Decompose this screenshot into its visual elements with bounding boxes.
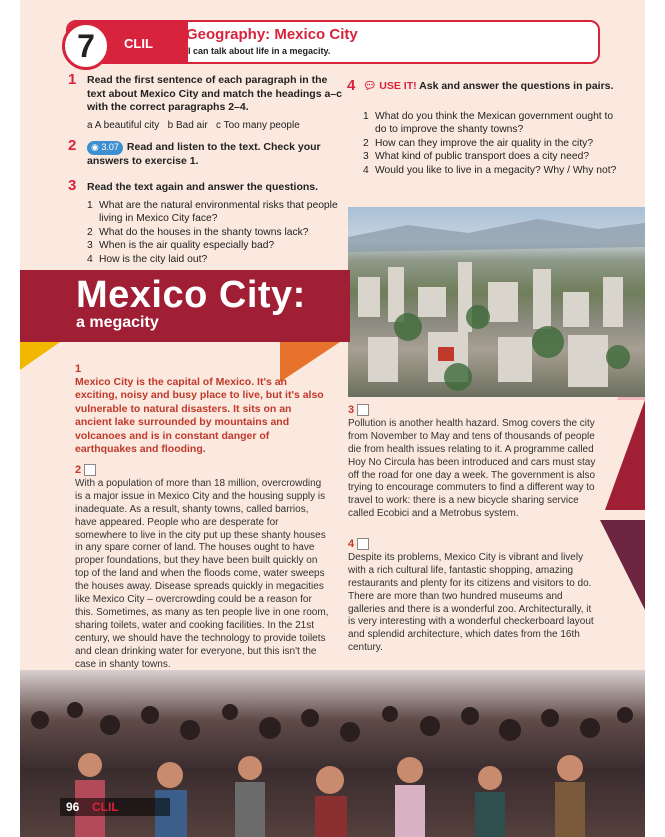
question-number: 3 bbox=[363, 151, 369, 163]
decor-triangle bbox=[20, 342, 60, 370]
paragraph-text: Pollution is another health hazard. Smog covers the city from November to May and tens of thousands of people die from health issues relating to it. A programme called Hoy No Circula has been introduced and cars must stay off the road for one day a week. The government is also trying to encourage commuters to find a different way to travel to work: there is a new bicycle sharing service called Ecobici and a Metrobus system. bbox=[348, 417, 596, 520]
list-item bbox=[87, 253, 342, 266]
city-skyline-illustration bbox=[348, 207, 645, 397]
question-text: Would you like to live in a megacity? Why / Why not? bbox=[375, 164, 617, 176]
question-text: What do the houses in the shanty towns lack? bbox=[99, 226, 309, 238]
exercise-4-text: Ask and answer the questions in pairs. bbox=[419, 80, 614, 92]
question-text: How is the city laid out? bbox=[99, 253, 208, 265]
textbook-page bbox=[20, 0, 645, 837]
list-item bbox=[87, 226, 342, 239]
paragraph-text: With a population of more than 18 million, overcrowding is a major issue in Mexico City and the housing supply is inadequate. As a result, shanty towns, called barrios, have appeared. People who are desperate for somewhere to live in the city put up these shanty houses in any spare corner of land. The houses ought to have proper foundations, but they have been built quickly on top of the land and when the floods come, water sweeps the houses away. Disease spreads quickly in megacities like Mexico City – overcrowding could be a reason for this. Sometimes, as many as ten people live in one room, sharing toilets, water and cooking facilities. In the 21st century, we should have the technology to provide toilets and clean drinking water for everyone, but this isn't the case in shanty towns. bbox=[75, 477, 329, 670]
question-text: What do you think the Mexican government ought to do to improve the shanty towns? bbox=[375, 111, 614, 136]
list-item bbox=[363, 110, 625, 137]
paragraph-2 bbox=[75, 464, 330, 672]
use-it-label: USE IT! bbox=[379, 80, 417, 92]
footer-section: CLIL bbox=[92, 800, 119, 814]
paragraph-number: 3 bbox=[348, 404, 355, 416]
question-number: 1 bbox=[363, 111, 369, 122]
question-number: 4 bbox=[87, 253, 93, 265]
exercise-3-number: 3 bbox=[68, 177, 77, 194]
question-text: How can they improve the air quality in the city? bbox=[375, 137, 594, 149]
audio-track-button[interactable] bbox=[87, 141, 123, 155]
decor-triangle bbox=[605, 400, 645, 510]
paragraph-4 bbox=[348, 538, 598, 655]
exercise-1-options bbox=[87, 119, 357, 132]
question-number: 4 bbox=[363, 164, 369, 176]
article-title: Mexico City: bbox=[76, 274, 306, 316]
paragraph-3 bbox=[348, 404, 598, 521]
page-title: Geography: Mexico City bbox=[186, 26, 358, 43]
question-number: 2 bbox=[87, 226, 93, 238]
paragraph-text: Mexico City is the capital of Mexico. It's an exciting, noisy and busy place to live, but it's also vulnerable to natural disasters. It sits on an ancient lake surrounded by mountains and volcanoes and is in constant danger of earthquakes and flooding. bbox=[75, 375, 324, 456]
exercise-1-number: 1 bbox=[68, 71, 77, 88]
exercise-4-instruction bbox=[363, 80, 623, 94]
lesson-objective: I can talk about life in a megacity. bbox=[188, 46, 331, 56]
question-text: When is the air quality especially bad? bbox=[99, 240, 275, 252]
question-number: 1 bbox=[87, 200, 93, 211]
city-aerial-photo bbox=[348, 207, 645, 397]
paragraph-number: 2 bbox=[75, 464, 82, 476]
question-number: 3 bbox=[87, 240, 93, 252]
question-text: What kind of public transport does a city need? bbox=[375, 151, 590, 163]
speech-bubble-icon: 💬︎ bbox=[363, 80, 377, 92]
paragraph-text: Despite its problems, Mexico City is vibrant and lively with a rich cultural life, fantastic shopping, amazing restaurants and plenty for its citizens and visitors to do. There are more than two hundred museums and galleries and there is a wonderful zoo. Architecturally, it is very interesting with a wonderful checkerboard layout and splendid architecture, which dates from the 16th century. bbox=[348, 551, 594, 654]
section-label: CLIL bbox=[124, 36, 153, 51]
list-item bbox=[87, 199, 342, 226]
list-item bbox=[363, 150, 625, 163]
exercise-4-number: 4 bbox=[347, 77, 356, 94]
article-subtitle: a megacity bbox=[76, 314, 159, 331]
exercise-1-instruction: Read the first sentence of each paragraph in the text about Mexico City and match the headings a–c with the correct paragraphs 2–4. bbox=[87, 74, 342, 113]
paragraph-number: 4 bbox=[348, 538, 355, 550]
option-c: c Too many people bbox=[216, 120, 300, 131]
option-a: a A beautiful city bbox=[87, 120, 160, 131]
decor-triangle bbox=[600, 520, 645, 610]
answer-checkbox[interactable] bbox=[357, 538, 369, 550]
list-item bbox=[87, 239, 342, 252]
audio-track-number: 3.07 bbox=[101, 142, 119, 152]
question-text: What are the natural environmental risks that people living in Mexico City face? bbox=[99, 200, 338, 225]
option-b: b Bad air bbox=[167, 120, 208, 131]
exercise-2-text: Read and listen to the text. Check your answers to exercise 1. bbox=[87, 141, 321, 167]
paragraph-number: 1 bbox=[75, 363, 82, 375]
unit-number: 7 bbox=[62, 22, 110, 70]
answer-checkbox[interactable] bbox=[84, 464, 96, 476]
exercise-2-number: 2 bbox=[68, 137, 77, 154]
list-item bbox=[363, 164, 625, 177]
speaker-icon: ◉ bbox=[91, 142, 99, 152]
exercise-3-questions bbox=[87, 199, 342, 266]
page-number: 96 bbox=[66, 800, 80, 814]
paragraph-1 bbox=[75, 363, 325, 457]
exercise-2-instruction bbox=[87, 141, 342, 168]
exercise-4-questions bbox=[363, 110, 625, 177]
answer-checkbox[interactable] bbox=[357, 404, 369, 416]
list-item bbox=[363, 137, 625, 150]
question-number: 2 bbox=[363, 137, 369, 149]
exercise-3-instruction: Read the text again and answer the questions. bbox=[87, 181, 319, 193]
